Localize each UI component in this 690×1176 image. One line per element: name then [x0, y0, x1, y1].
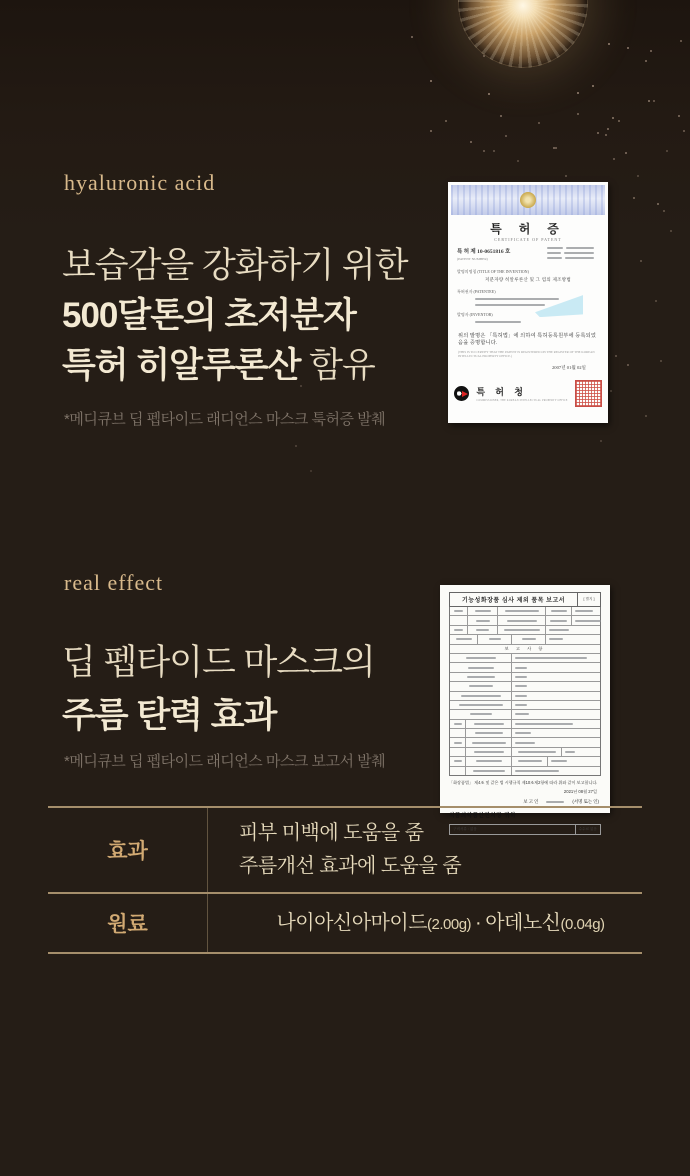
sparkle [592, 85, 594, 87]
bar [475, 321, 521, 323]
rc [450, 682, 512, 690]
sign-label: (서명 또는 인) [572, 798, 599, 804]
rr [450, 681, 600, 690]
patent-number-block [457, 247, 510, 263]
report-footer-left: 구비서류 : 없음 [453, 826, 477, 831]
mini [547, 247, 599, 249]
heading-line [62, 341, 408, 391]
table-label-effect: 효과 [48, 808, 208, 892]
report-signature-row [449, 799, 601, 805]
rc [450, 692, 512, 700]
bar [515, 676, 527, 678]
bar [547, 247, 563, 249]
bar [515, 770, 559, 772]
rr [450, 756, 600, 765]
report-title-row [449, 592, 601, 607]
rr [450, 615, 600, 624]
table-row-effect [48, 806, 642, 892]
bar [575, 620, 601, 622]
vstack [457, 321, 599, 323]
rc [450, 748, 466, 756]
bar [476, 620, 490, 622]
heading-line: 보습감을 강화하기 위한 [62, 246, 408, 285]
rc [498, 616, 546, 624]
rc [512, 673, 600, 681]
section1-footnote: *메디큐브 딥 펩타이드 래디언스 마스크 특허증 발췌 [64, 411, 386, 428]
kipo-office-name: 특 허 청 [476, 386, 527, 397]
sparkle [430, 130, 432, 132]
bar [547, 257, 562, 259]
bar [551, 610, 567, 612]
bar [515, 695, 527, 697]
bar [476, 760, 502, 762]
sparkle [680, 40, 682, 42]
rc [512, 738, 600, 746]
certificate-date: 2007년 01월 02일 [552, 364, 586, 370]
sparkle [493, 150, 495, 152]
sparkle [613, 158, 615, 160]
rc [466, 729, 512, 737]
rc [512, 710, 600, 718]
rr [450, 634, 600, 643]
bar [470, 713, 492, 715]
sparkle [505, 135, 507, 137]
rr [450, 691, 600, 700]
sparkle [627, 364, 629, 366]
decor: 함유 [300, 346, 375, 385]
bar [505, 610, 539, 612]
rr [450, 625, 600, 634]
rc [512, 635, 546, 643]
certificate-statement: 위의 발명은 「특허법」에 의하여 특허등록원부에 등록되었음을 증명합니다. [458, 332, 597, 347]
effect-content [208, 808, 642, 892]
glow-bubble-image [458, 0, 588, 68]
bar [551, 760, 567, 762]
effect-line: 주름개선 효과에 도움을 줌 [239, 855, 462, 877]
rc [498, 626, 546, 634]
rc [512, 748, 562, 756]
rr [450, 672, 600, 681]
rc [466, 767, 512, 775]
bar [518, 760, 542, 762]
rc [450, 654, 512, 662]
rr [450, 607, 600, 615]
rr [450, 662, 600, 671]
bar [515, 685, 527, 687]
kipo-logo-icon [454, 386, 469, 401]
certificate-title: 특 허 증 [490, 222, 566, 236]
mini [547, 252, 599, 254]
rr [450, 766, 600, 775]
sparkle [663, 210, 665, 212]
sparkle [517, 160, 519, 162]
bar [575, 610, 593, 612]
rc [468, 616, 498, 624]
rc [466, 738, 512, 746]
rc [450, 710, 512, 718]
sparkle [660, 360, 662, 362]
sparkle [577, 113, 579, 115]
rc [572, 607, 600, 615]
bar [469, 685, 493, 687]
sparkle [670, 230, 672, 232]
sparkle [483, 55, 485, 57]
bar [549, 629, 569, 631]
sparkle [310, 470, 312, 472]
sparkle [500, 115, 502, 117]
kipo-office-block [476, 385, 567, 402]
rc [546, 626, 600, 634]
rc [466, 748, 512, 756]
rc [466, 720, 512, 728]
sparkle [645, 60, 647, 62]
bar [454, 760, 462, 762]
rc [478, 635, 512, 643]
bar [547, 252, 561, 254]
rc [512, 757, 548, 765]
rc [548, 757, 600, 765]
bar [515, 742, 535, 744]
sparkle [488, 93, 490, 95]
bar [459, 704, 503, 706]
report-document-image [440, 585, 610, 831]
bar [474, 751, 504, 753]
table-row-ingredients [48, 892, 642, 954]
cert-field-label: 발명자 (INVENTOR) [457, 311, 493, 317]
rc [450, 635, 478, 643]
sparkle [608, 43, 610, 45]
bar [515, 723, 573, 725]
rc [512, 663, 600, 671]
report-statement: 「화장품법」 제4조 및 같은 법 시행규칙 제10조제2항에 따라 위와 같이 보고합니다. [449, 780, 598, 786]
bar [518, 751, 556, 753]
report-form-grid [449, 607, 601, 776]
rc [512, 767, 600, 775]
bar [515, 657, 587, 659]
bar [454, 610, 463, 612]
rr [450, 737, 600, 746]
ingredients-content [208, 894, 642, 952]
rc [450, 720, 466, 728]
sparkle [683, 130, 685, 132]
sparkle [640, 260, 642, 262]
sparkle [650, 50, 652, 52]
inventor-field [448, 312, 608, 323]
cert-field-label: 발명의명칭 (TITLE OF THE INVENTION) [457, 268, 529, 274]
effects-ingredients-table [48, 806, 642, 954]
bar [454, 629, 463, 631]
patent-number: 특 허 제 10-0651816 호 [457, 249, 511, 255]
rr [450, 709, 600, 718]
report-title: 기능성화장품 심사 제외 품목 보고서 [461, 598, 566, 604]
rc [512, 654, 600, 662]
ingredient-name: 아데노신 [485, 911, 561, 934]
bar [461, 695, 501, 697]
rr [450, 653, 600, 662]
rr [450, 700, 600, 709]
rc [450, 757, 466, 765]
rc [468, 626, 498, 634]
kipo-office-row [448, 380, 608, 407]
certificate-statement-en: (THIS IS TO CERTIFY THAT THE PATENT IS REGISTERED ON THE REGISTER OF THE KOREAN INTELLECTUAL PROPERTY OFFICE.) [458, 349, 595, 359]
sparkle [657, 203, 659, 205]
rc [450, 616, 468, 624]
sparkle [600, 440, 602, 442]
sparkle [565, 175, 567, 177]
bar [515, 713, 529, 715]
red-seal-stamp-icon [575, 380, 602, 407]
ingredient-name: 나이아신아마이드 [276, 911, 428, 934]
cert-field-value: 저분자량 히알루론산 및 그 염의 제조방법 [484, 277, 572, 283]
rc [450, 738, 466, 746]
sparkle [610, 390, 612, 392]
invention-title-field [448, 269, 608, 284]
bar [475, 304, 545, 306]
rc [512, 729, 600, 737]
rc [450, 607, 468, 615]
patentee-value-lines [457, 298, 599, 306]
bar [472, 742, 506, 744]
patent-number-caption: (PATENT NUMBER) [457, 257, 488, 261]
rc [562, 748, 600, 756]
rc [572, 616, 601, 624]
sparkle [411, 36, 413, 38]
sparkle [666, 150, 668, 152]
bar [454, 742, 462, 744]
bar [515, 732, 531, 734]
rc [512, 720, 600, 728]
bar [473, 770, 505, 772]
sparkle [653, 100, 655, 102]
sparkle [483, 150, 485, 152]
bar [564, 252, 594, 254]
rc [450, 663, 512, 671]
sparkle [555, 147, 557, 149]
sparkle [538, 122, 540, 124]
bar [550, 620, 567, 622]
mini [547, 257, 599, 259]
rr [450, 747, 600, 756]
sparkle [615, 355, 617, 357]
certificate-subtitle: CERTIFICATE OF PATENT [494, 237, 562, 242]
bar [475, 732, 503, 734]
rc [498, 607, 546, 615]
bar [456, 638, 472, 640]
section1-heading [62, 241, 408, 391]
sparkle [678, 115, 680, 117]
rc [450, 673, 512, 681]
rc [512, 701, 600, 709]
section2-label: real effect [64, 570, 164, 595]
report-corner-tag: [ 별지 ] [577, 593, 600, 606]
patent-certificate-image [448, 182, 608, 423]
bar [515, 704, 527, 706]
ingredient-amount: (0.04g) [560, 916, 605, 933]
section2-footnote: *메디큐브 딥 펩타이드 래디언스 마스크 보고서 발췌 [64, 753, 386, 770]
heading-line: 500달톤의 초저분자 [62, 296, 356, 335]
report-recipient: 식품의약품안전처장 귀하 [449, 812, 516, 819]
sparkle [295, 445, 297, 447]
rc [450, 767, 466, 775]
cert-field-label: 특허권자 (PATENTEE) [457, 289, 496, 295]
rc [450, 626, 468, 634]
certificate-emblem-icon [520, 192, 536, 208]
bar [454, 723, 462, 725]
sparkle [645, 415, 647, 417]
sparkle [618, 120, 620, 122]
sparkle [655, 300, 657, 302]
bar [467, 676, 495, 678]
bar [546, 801, 564, 803]
sparkle [430, 80, 432, 82]
bar [566, 247, 594, 249]
ingredient-amount: (2.00g) [427, 916, 472, 933]
sparkle [633, 197, 635, 199]
sparkle [637, 175, 639, 177]
sparkle [648, 100, 650, 102]
bar [504, 629, 540, 631]
ingredient-separator: · [475, 911, 482, 934]
rc [546, 607, 572, 615]
bar [507, 620, 537, 622]
sparkle [625, 152, 627, 154]
bar [565, 257, 594, 259]
rc [546, 616, 572, 624]
sparkle [607, 128, 609, 130]
rc [512, 682, 600, 690]
heading-line: 주름 탄력 효과 [62, 696, 277, 735]
bar [474, 723, 504, 725]
kipo-office-caption: COMMISSIONER, THE KOREAN INTELLECTUAL PROPERTY OFFICE [476, 398, 568, 402]
sparkle [627, 47, 629, 49]
filing-info-block [547, 247, 599, 263]
patentee-field [448, 289, 608, 306]
bar [468, 667, 494, 669]
rc [450, 729, 466, 737]
sparkle [445, 120, 447, 122]
rc [512, 692, 600, 700]
bar [522, 638, 536, 640]
sparkle [577, 92, 579, 94]
sparkle [597, 132, 599, 134]
sparkle [470, 141, 472, 143]
bar [549, 638, 563, 640]
section1-label: hyaluronic acid [64, 170, 216, 195]
certificate-number-row [448, 242, 608, 263]
rr [450, 719, 600, 728]
report-section-header: 보 고 사 항 [450, 644, 600, 653]
bar [475, 298, 559, 300]
rc [546, 635, 600, 643]
sparkle [612, 117, 614, 119]
bar [489, 638, 501, 640]
bar [515, 667, 527, 669]
heading-line: 딥 펩타이드 마스크의 [62, 643, 375, 682]
report-date: 2021년 08월 27일 [563, 788, 597, 794]
rc [468, 607, 498, 615]
report-footer-right: 수수료 없음 [575, 825, 600, 834]
bar [475, 610, 491, 612]
rr [450, 728, 600, 737]
certificate-guilloche-band [451, 185, 605, 215]
bar [476, 629, 489, 631]
sparkle [605, 134, 607, 136]
bold: 특허 히알루론산 [62, 346, 301, 385]
bar [565, 751, 575, 753]
section2-heading [62, 636, 375, 742]
reporter-label: 보 고 인 [523, 798, 539, 804]
rc [450, 701, 512, 709]
table-label-ingredients: 원료 [48, 894, 208, 952]
rc [466, 757, 512, 765]
effect-line: 피부 미백에 도움을 줌 [239, 822, 424, 844]
bar [466, 657, 496, 659]
